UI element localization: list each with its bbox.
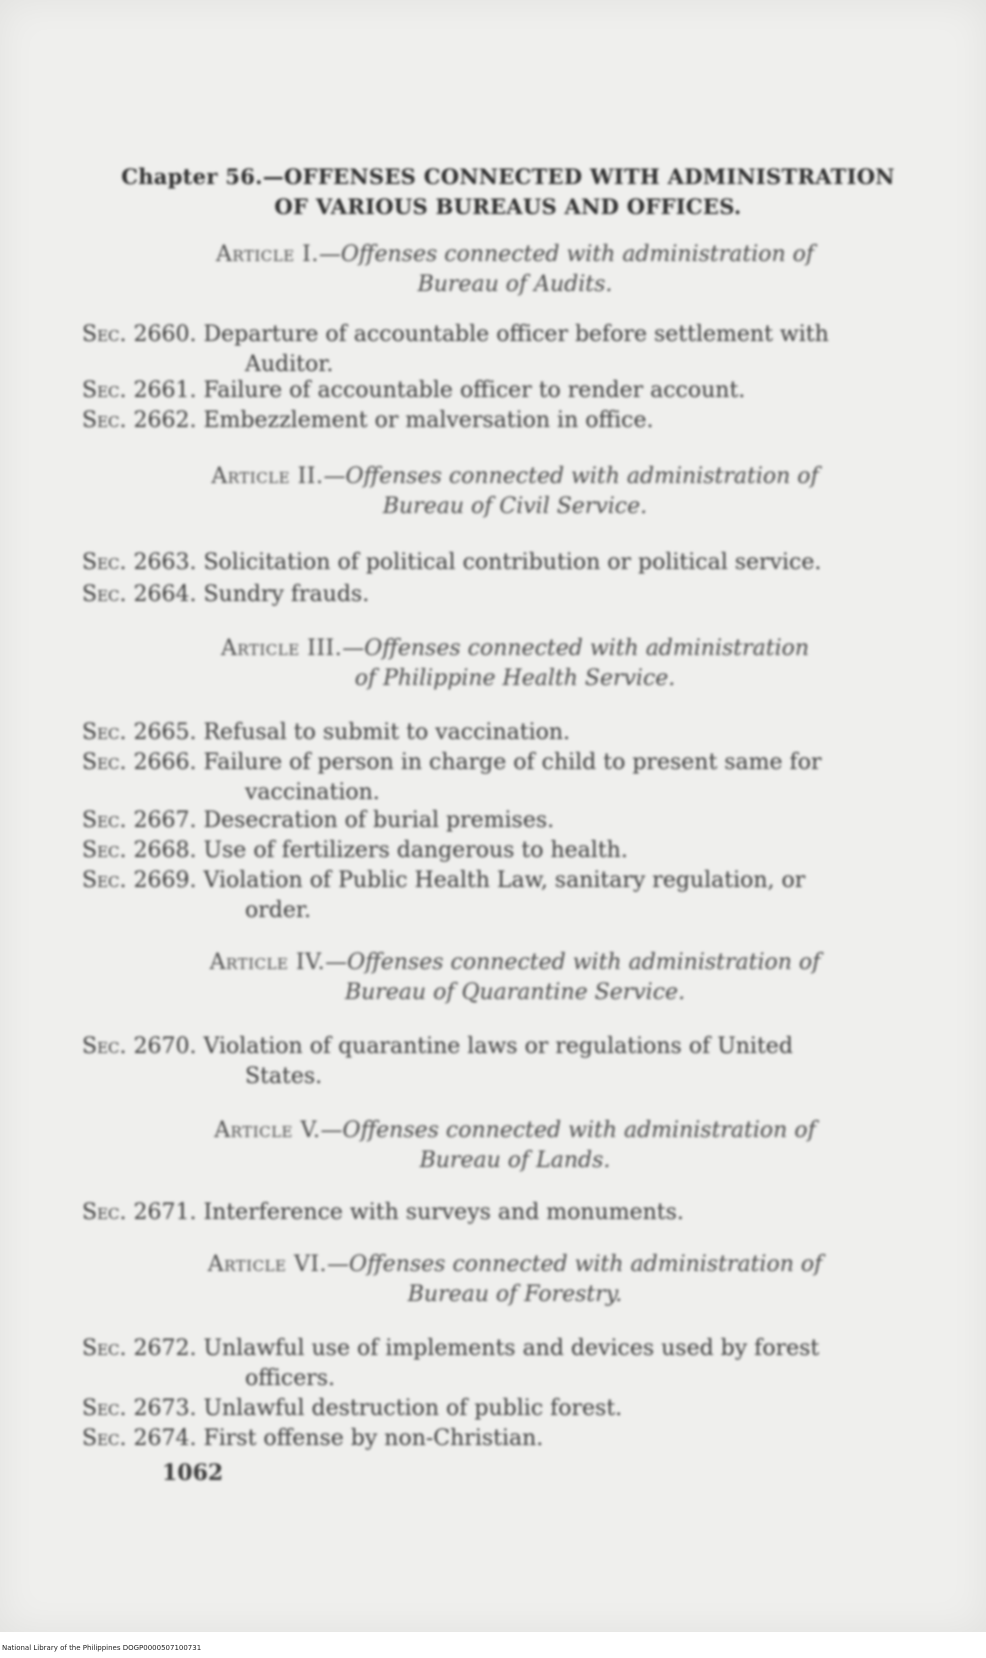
article-title: —Offenses connected with administration of (327, 1252, 823, 1277)
section-entry (82, 320, 942, 380)
section-text: Sundry frauds. (203, 582, 370, 607)
section-entry (82, 866, 942, 926)
section-text-continued: vaccination. (245, 780, 380, 805)
section-entry (82, 748, 942, 808)
section-number: Sec. 2666. (82, 750, 197, 775)
section-text: Embezzlement or malversation in office. (203, 408, 654, 433)
section-entry (82, 1334, 942, 1394)
section-entry (82, 718, 942, 748)
section-number: Sec. 2668. (82, 838, 197, 863)
article-title: —Offenses connected with administration of (325, 950, 821, 975)
section-number: Sec. 2667. (82, 808, 197, 833)
section-number: Sec. 2672. (82, 1336, 197, 1361)
section-text: Failure of accountable officer to render account. (203, 378, 746, 403)
section-number: Sec. 2673. (82, 1396, 197, 1421)
section-text: Violation of Public Health Law, sanitary regulation, or (203, 868, 806, 893)
section-text: Failure of person in charge of child to present same for (203, 750, 822, 775)
section-entry (82, 1198, 942, 1228)
article-title-line2: Bureau of Civil Service. (382, 494, 648, 519)
section-text: Interference with surveys and monuments. (203, 1200, 684, 1225)
article-heading (150, 240, 880, 300)
section-text-continued: order. (245, 898, 311, 923)
article-label: Article VI. (207, 1252, 328, 1277)
article-label: Article I. (215, 242, 319, 267)
section-entry (82, 548, 942, 578)
section-text: First offense by non-Christian. (203, 1426, 544, 1451)
section-number: Sec. 2674. (82, 1426, 197, 1451)
article-title: —Offenses connected with administration of (320, 1118, 816, 1143)
article-title: —Offenses connected with administration (342, 636, 810, 661)
article-title-line2: Bureau of Forestry. (407, 1282, 623, 1307)
section-number: Sec. 2660. (82, 322, 197, 347)
section-entry (82, 806, 942, 836)
article-title: —Offenses connected with administration of (323, 464, 819, 489)
article-label: Article V. (214, 1118, 321, 1143)
article-title-line2: of Philippine Health Service. (354, 666, 676, 691)
article-heading (150, 1250, 880, 1310)
section-number: Sec. 2665. (82, 720, 197, 745)
article-heading (150, 1116, 880, 1176)
page-number: 1062 (162, 1460, 224, 1486)
article-title: —Offenses connected with administration of (318, 242, 815, 267)
section-text: Use of fertilizers dangerous to health. (203, 838, 628, 863)
section-number: Sec. 2662. (82, 408, 197, 433)
section-entry (82, 580, 942, 610)
section-text: Violation of quarantine laws or regulations of United (203, 1034, 793, 1059)
article-heading (150, 948, 880, 1008)
section-text: Unlawful destruction of public forest. (203, 1396, 623, 1421)
section-text-continued: States. (245, 1064, 323, 1089)
article-title-line2: Bureau of Lands. (419, 1148, 611, 1173)
section-entry (82, 1394, 942, 1424)
section-entry (82, 406, 942, 436)
section-entry (82, 376, 942, 406)
section-number: Sec. 2661. (82, 378, 197, 403)
article-label: Article IV. (209, 950, 326, 975)
article-title-line2: Bureau of Quarantine Service. (344, 980, 686, 1005)
section-number: Sec. 2670. (82, 1034, 197, 1059)
section-text: Departure of accountable officer before settlement with (203, 322, 829, 347)
section-entry (82, 1032, 942, 1092)
archive-footer: National Library of the Philippines DOGP0000507100731 (2, 1644, 202, 1652)
article-heading (150, 634, 880, 694)
section-number: Sec. 2663. (82, 550, 197, 575)
article-heading (150, 462, 880, 522)
article-title-line2: Bureau of Audits. (417, 272, 613, 297)
section-text: Refusal to submit to vaccination. (203, 720, 571, 745)
section-number: Sec. 2664. (82, 582, 197, 607)
section-entry (82, 1424, 942, 1454)
section-text: Solicitation of political contribution or political service. (203, 550, 822, 575)
article-label: Article II. (211, 464, 324, 489)
section-number: Sec. 2669. (82, 868, 197, 893)
section-text-continued: officers. (245, 1366, 336, 1391)
section-text: Desecration of burial premises. (203, 808, 555, 833)
section-entry (82, 836, 942, 866)
section-text-continued: Auditor. (245, 352, 334, 377)
section-text: Unlawful use of implements and devices used by forest (203, 1336, 820, 1361)
section-number: Sec. 2671. (82, 1200, 197, 1225)
article-label: Article III. (220, 636, 343, 661)
chapter-title: Chapter 56.—OFFENSES CONNECTED WITH ADMINISTRATION OF VARIOUS BUREAUS AND OFFICES. (121, 164, 895, 219)
